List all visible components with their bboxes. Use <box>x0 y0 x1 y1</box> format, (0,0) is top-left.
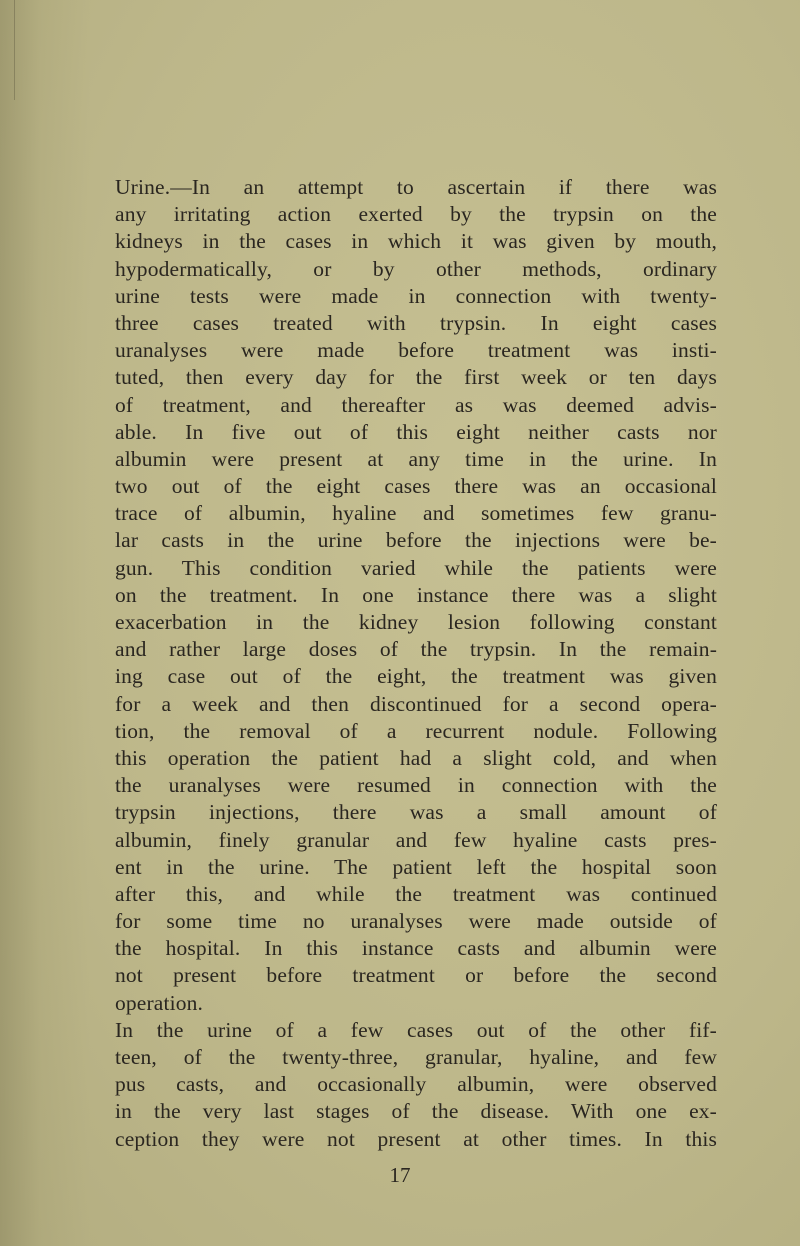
text-line: ing case out of the eight, the treatment was given <box>115 664 717 689</box>
text-line: on the treatment. In one instance there was a slight <box>115 582 717 607</box>
text-line: albumin were present at any time in the urine. In <box>115 446 717 471</box>
text-line: two out of the eight cases there was an occasional <box>115 474 717 499</box>
text-line: three cases treated with trypsin. In eight cases <box>115 310 717 335</box>
text-line: In the urine of a few cases out of the other fif- <box>115 1017 717 1042</box>
text-line: not present before treatment or before the second <box>115 963 717 988</box>
text-line: uranalyses were made before treatment was insti- <box>115 338 717 363</box>
text-line: ception they were not present at other times. In this <box>115 1126 717 1151</box>
text-line: the uranalyses were resumed in connection with the <box>115 773 717 798</box>
text-line: the hospital. In this instance casts and albumin were <box>115 936 717 961</box>
text-line: for some time no uranalyses were made outside of <box>115 909 717 934</box>
text-line: pus casts, and occasionally albumin, were observed <box>115 1072 717 1097</box>
text-line: teen, of the twenty-three, granular, hyaline, and few <box>115 1045 717 1069</box>
text-line: trace of albumin, hyaline and sometimes few granu- <box>115 501 717 526</box>
text-line: tion, the removal of a recurrent nodule. Following <box>115 718 717 743</box>
text-line: any irritating action exerted by the trypsin on the <box>115 202 717 227</box>
text-line: lar casts in the urine before the injections were be- <box>115 528 717 553</box>
text-line: kidneys in the cases in which it was given by mouth, <box>115 229 717 254</box>
text-line: Urine.—In an attempt to ascertain if there was <box>115 175 717 199</box>
text-line: able. In five out of this eight neither casts nor <box>115 419 717 444</box>
body-text <box>115 174 717 1153</box>
text-line: hypodermatically, or by other methods, ordinary <box>115 256 717 281</box>
text-line: of treatment, and thereafter as was deemed advis- <box>115 392 717 417</box>
paragraph-end-line: operation. <box>115 990 204 1015</box>
text-line: and rather large doses of the trypsin. In the remain- <box>115 637 717 662</box>
text-line: after this, and while the treatment was continued <box>115 881 717 906</box>
page-number: 17 <box>389 1163 411 1187</box>
text-line: gun. This condition varied while the patients were <box>115 555 717 580</box>
text-line: albumin, finely granular and few hyaline casts pres- <box>115 827 717 852</box>
text-line: tuted, then every day for the first week or ten days <box>115 365 717 390</box>
text-line: trypsin injections, there was a small amount of <box>115 800 717 825</box>
text-line: in the very last stages of the disease. With one ex- <box>115 1099 717 1124</box>
text-line: exacerbation in the kidney lesion following constant <box>115 610 717 634</box>
text-line: this operation the patient had a slight cold, and when <box>115 745 717 770</box>
text-line: ent in the urine. The patient left the hospital soon <box>115 854 717 879</box>
text-line: urine tests were made in connection with twenty- <box>115 283 717 308</box>
page-edge <box>0 0 15 100</box>
text-line: for a week and then discontinued for a second opera- <box>115 691 717 716</box>
